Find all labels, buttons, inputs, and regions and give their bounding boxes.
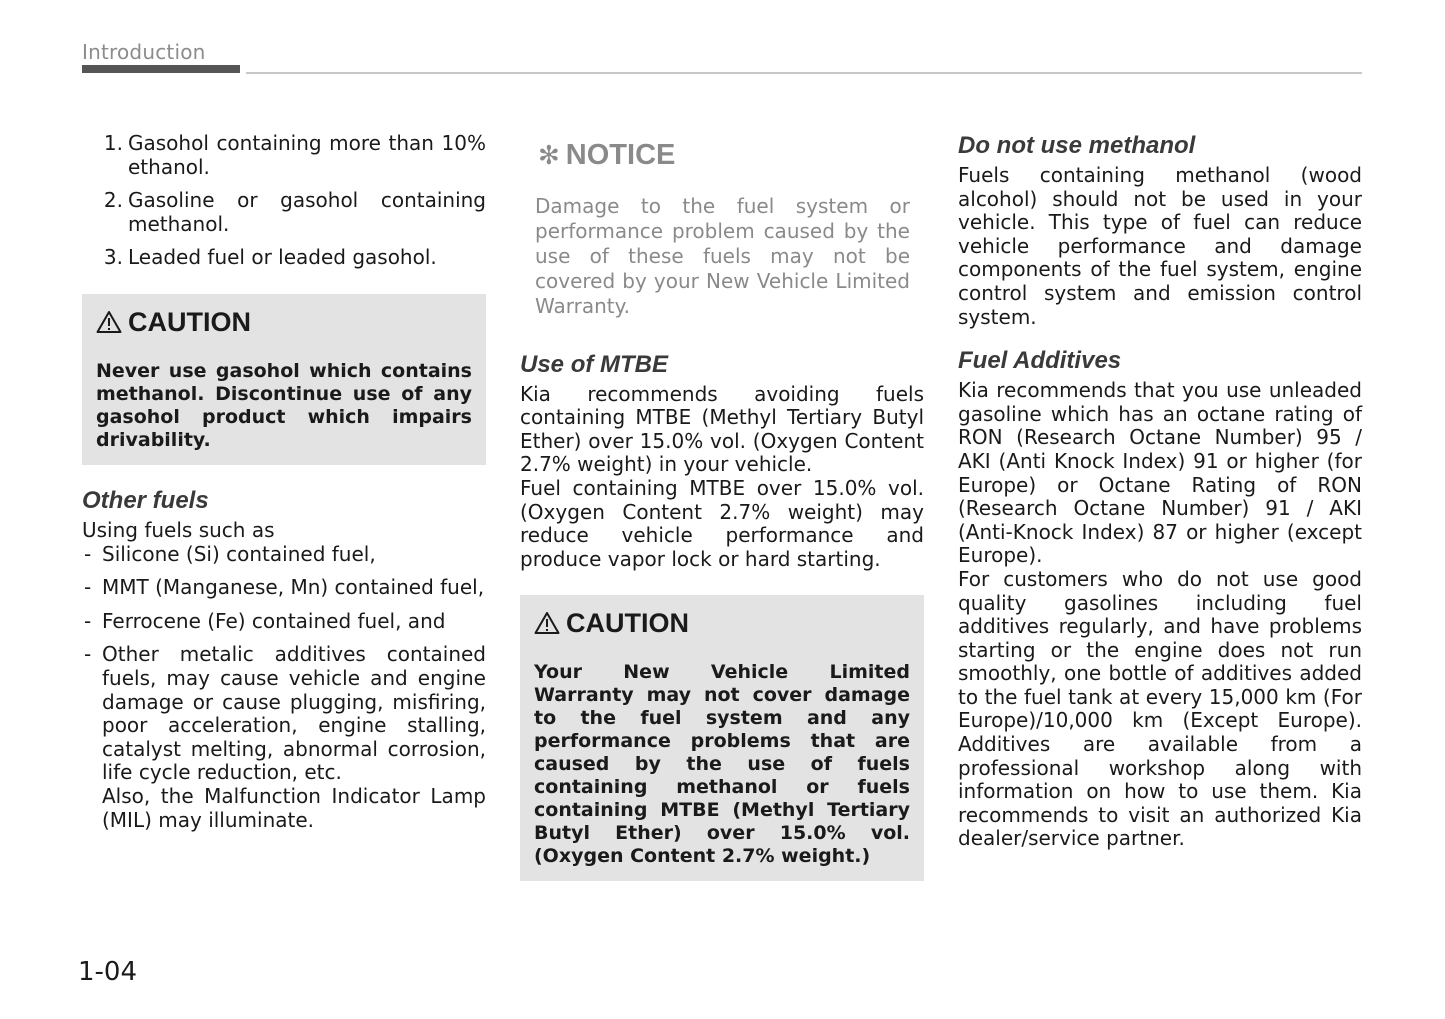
caution-title: CAUTION (566, 608, 689, 639)
fuel-additives-section (958, 347, 1362, 851)
list-item-text: Ferrocene (Fe) contained fuel, and (102, 608, 446, 633)
notice-title: NOTICE (565, 139, 676, 171)
caution-title: CAUTION (128, 306, 251, 337)
list-item-text: Gasohol containing more than 10% ethanol. (128, 131, 486, 179)
list-item (82, 543, 486, 567)
header-rule-light (246, 72, 1362, 74)
list-item-text: Leaded fuel or leaded gasohol. (128, 245, 437, 270)
mtbe-paragraph-1: Kia recommends avoiding fuels containing MTBE (Methyl Tertiary Butyl Ether) over 15.0% vol. (Oxygen Content 2.7% weight) in your vehicle. (520, 381, 924, 477)
notice-asterisk-icon: ✻ (538, 140, 560, 170)
list-dash: - (84, 642, 92, 667)
caution-box-warranty (520, 595, 924, 881)
section-title-mtbe: Use of MTBE (520, 350, 669, 378)
page-number: 1-04 (78, 957, 138, 987)
additives-paragraph-2: For customers who do not use good quality gasolines including fuel additives regularly, and have problems starting or the engine does not run smoothly, one bottle of additives added to the fuel tank at every 15,000 km (For Europe)/10,000 km (Except Europe). Additives are available from a professional workshop along with information on how to use them. Kia recommends to visit an authorized Kia dealer/service partner. (958, 566, 1362, 851)
column-right (958, 132, 1362, 851)
column-middle (520, 132, 924, 881)
warning-triangle-icon (534, 611, 560, 635)
mil-note: Also, the Malfunction Indicator Lamp (MIL) may illuminate. (102, 783, 486, 832)
header-rule-dark (82, 65, 240, 73)
methanol-section (958, 132, 1362, 329)
notice-heading (538, 139, 924, 171)
other-fuels-intro: Using fuels such as (82, 517, 275, 542)
other-fuels-section (82, 487, 486, 832)
caution-box-gasohol (82, 294, 486, 465)
section-title-other-fuels: Other fuels (82, 486, 209, 514)
list-item-number: 2. (103, 188, 123, 213)
caution-text: Never use gasohol which contains methanol. Discontinue use of any gasohol product which impairs drivability. (96, 359, 472, 451)
list-item-text: Gasoline or gasohol containing methanol. (128, 188, 486, 236)
list-item-text: MMT (Manganese, Mn) contained fuel, (102, 575, 485, 600)
list-item (82, 643, 486, 785)
caution-heading (534, 607, 910, 639)
mtbe-section (520, 351, 924, 572)
section-title-methanol: Do not use methanol (958, 132, 1196, 159)
section-title-fuel-additives: Fuel Additives (958, 347, 1122, 375)
prohibited-fuels-list (82, 132, 486, 270)
mtbe-paragraph-2: Fuel containing MTBE over 15.0% vol. (Oxygen Content 2.7% weight) may reduce vehicle performance and produce vapor lock or hard starting. (520, 475, 924, 571)
list-item (82, 189, 486, 236)
section-header-title: Introduction (82, 40, 206, 64)
list-item-text: Other metalic additives contained fuels, may cause vehicle and engine damage or cause plugging, misfiring, poor acceleration, engine stalling, catalyst melting, abnormal corrosion, life cycle reduction, etc. (102, 642, 486, 785)
list-item-text: Silicone (Si) contained fuel, (102, 541, 376, 566)
additives-paragraph-1: Kia recommends that you use unleaded gasoline which has an octane rating of RON (Research Octane Number) 95 / AKI (Anti Knock Index) 91 or higher (for Europe) or Octane Rating of RON (Research Octane Number) 91 / AKI (Anti-Knock Index) 87 or higher (except Europe). (958, 378, 1362, 568)
notice-text: Damage to the fuel system or performance problem caused by the use of these fuels may not be covered by your New Vehicle Limited Warranty. (535, 193, 910, 318)
list-item (82, 610, 486, 634)
column-left (82, 132, 486, 832)
list-item (82, 132, 486, 179)
list-dash: - (84, 608, 92, 633)
list-item-number: 3. (103, 245, 123, 270)
caution-heading (96, 306, 472, 338)
list-item (82, 576, 486, 600)
methanol-paragraph: Fuels containing methanol (wood alcohol) should not be used in your vehicle. This type of fuel can reduce vehicle performance and damage components of the fuel system, engine control system and emission control system. (958, 163, 1362, 329)
list-item (82, 246, 486, 270)
warning-triangle-icon (96, 310, 122, 334)
list-dash: - (84, 575, 92, 600)
list-item-number: 1. (103, 131, 123, 155)
list-dash: - (84, 541, 92, 566)
other-fuels-list (82, 543, 486, 785)
caution-text: Your New Vehicle Limited Warranty may not cover damage to the fuel system and any performance problems that are caused by the use of fuels containing methanol or fuels containing MTBE (Methyl Tertiary Butyl Ether) over 15.0% vol. (Oxygen Content 2.7% weight.) (534, 661, 910, 868)
